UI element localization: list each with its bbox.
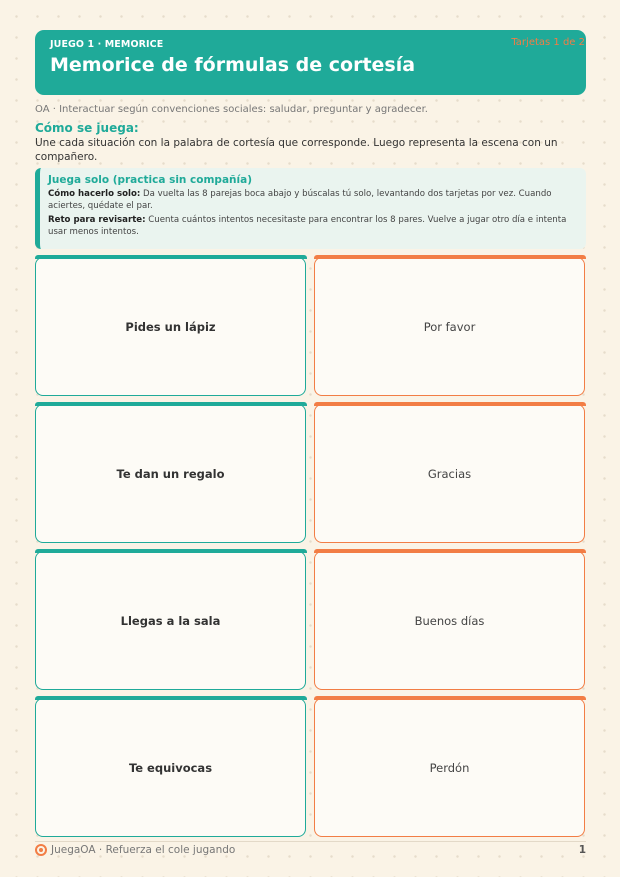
solo-how-label: Cómo hacerlo solo: xyxy=(48,189,141,199)
page-number: 1 xyxy=(578,844,586,856)
answer-card[interactable]: Gracias xyxy=(314,404,585,543)
footer-divider xyxy=(35,841,586,842)
situation-card[interactable]: Pides un lápiz xyxy=(35,257,306,396)
brand-logo-icon xyxy=(35,844,47,856)
footer xyxy=(35,844,586,856)
answer-card[interactable]: Por favor xyxy=(314,257,585,396)
header-banner xyxy=(35,30,586,95)
solo-challenge-label: Reto para revisarte: xyxy=(48,215,146,226)
situation-card[interactable]: Te dan un regalo xyxy=(35,404,306,543)
situation-card[interactable]: Te equivocas xyxy=(35,698,306,837)
game-kicker: JUEGO 1 · MEMORICE xyxy=(50,39,164,50)
solo-challenge-paragraph xyxy=(48,215,578,238)
situation-card[interactable]: Llegas a la sala xyxy=(35,551,306,690)
solo-title: Juega solo (practica sin compañía) xyxy=(48,174,252,186)
solo-how-text: Da vuelta las 8 parejas boca abajo y búscalas tú solo, levantando dos tarjetas por vez. Cuando aciertes, quédate el par. xyxy=(48,189,552,211)
learning-objective: OA · Interactuar según convenciones sociales: saludar, preguntar y agradecer. xyxy=(35,104,428,115)
solo-how-paragraph xyxy=(48,189,578,212)
howto-title: Cómo se juega: xyxy=(35,121,139,135)
howto-text: Une cada situación con la palabra de cortesía que corresponde. Luego representa la escena con un compañero. xyxy=(35,137,558,163)
solo-play-box xyxy=(35,168,586,249)
footer-brand: JuegaOA · Refuerza el cole jugando xyxy=(51,844,236,856)
solo-challenge-text: Cuenta cuántos intentos necesitaste para encontrar los 8 pares. Vuelve a jugar otro día e intenta usar menos intentos. xyxy=(48,215,567,237)
answer-card[interactable]: Perdón xyxy=(314,698,585,837)
answer-card[interactable]: Buenos días xyxy=(314,551,585,690)
cards-tag: Tarjetas 1 de 2 xyxy=(511,37,585,48)
page-title: Memorice de fórmulas de cortesía xyxy=(50,54,416,76)
